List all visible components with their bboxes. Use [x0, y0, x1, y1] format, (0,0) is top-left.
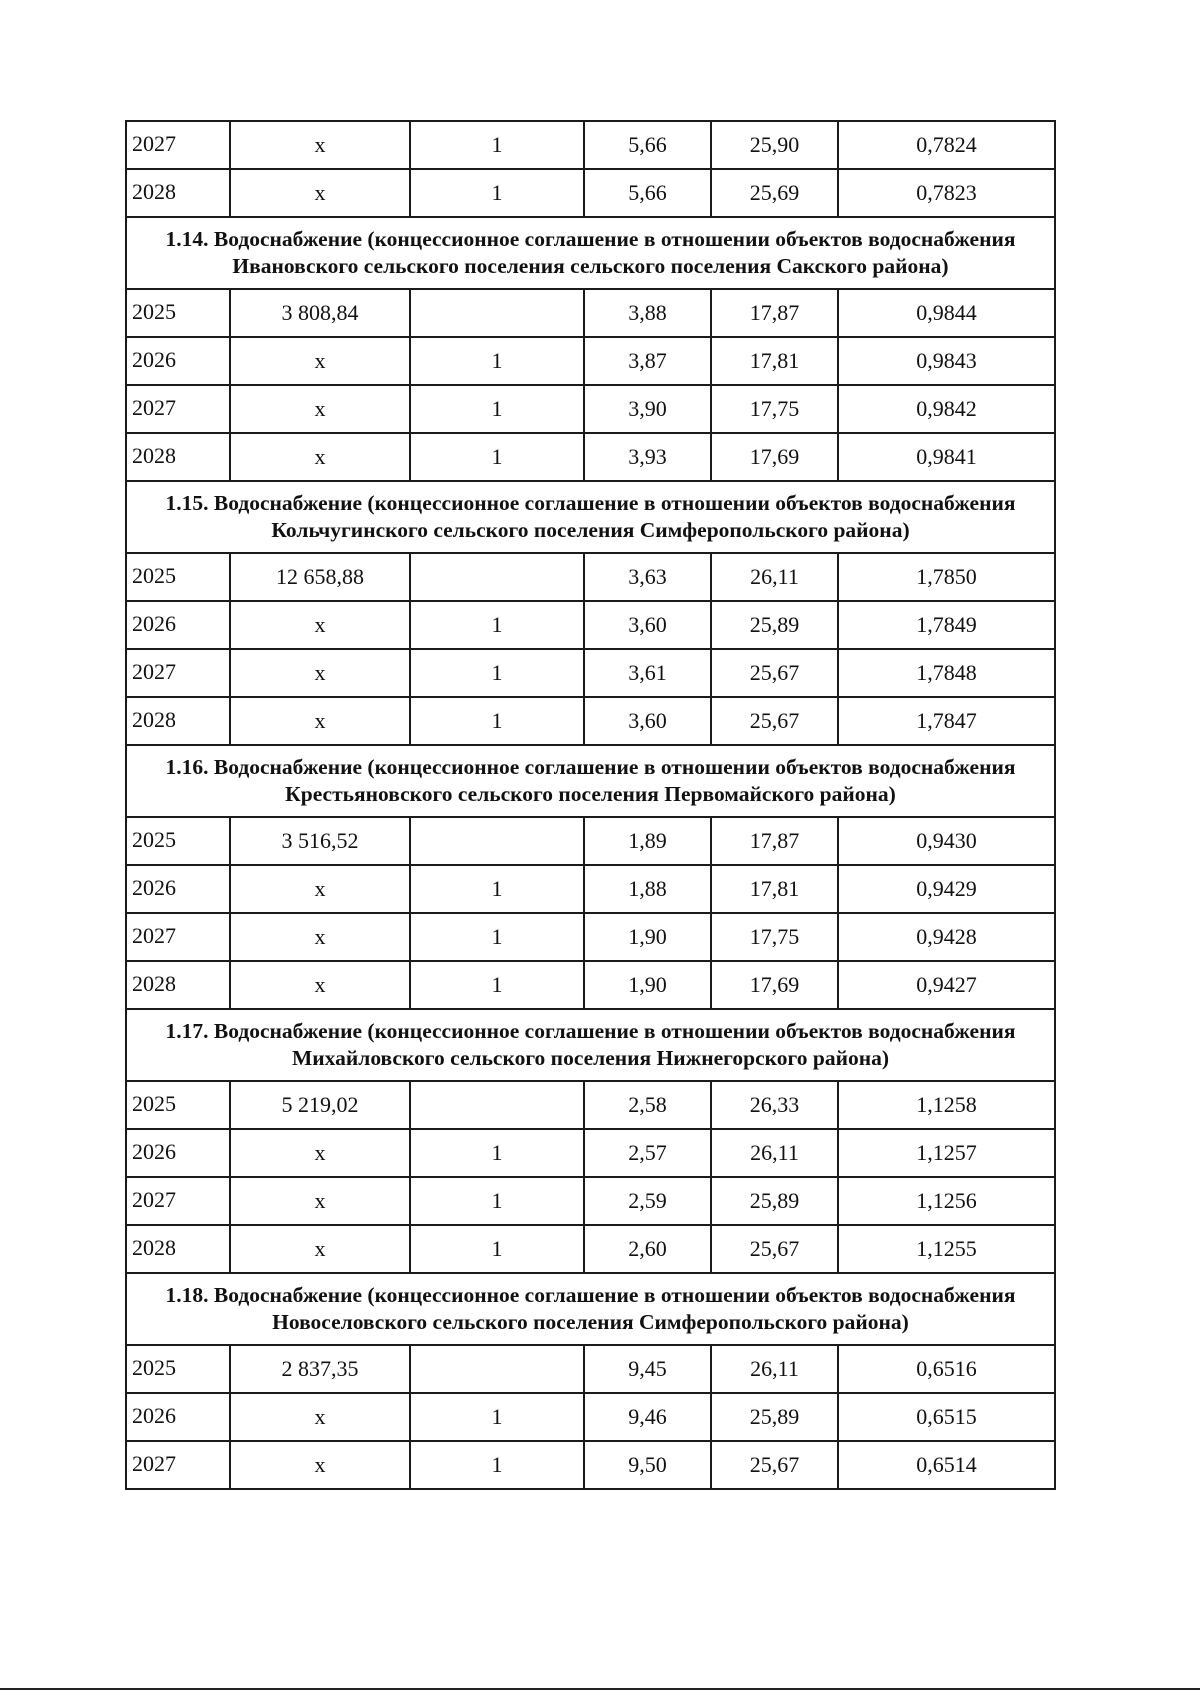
- value-cell: 1: [410, 865, 584, 913]
- value-cell: [410, 553, 584, 601]
- value-cell: 3,93: [584, 433, 711, 481]
- value-cell: 26,11: [711, 1345, 838, 1393]
- table-row: [126, 601, 1055, 649]
- table-row: [126, 1393, 1055, 1441]
- year-cell: 2025: [126, 1081, 230, 1129]
- table-row: [126, 289, 1055, 337]
- table-row: [126, 1129, 1055, 1177]
- year-cell: 2025: [126, 289, 230, 337]
- value-cell: 5 219,02: [230, 1081, 410, 1129]
- table-row: [126, 169, 1055, 217]
- value-cell: 3,60: [584, 601, 711, 649]
- value-cell: х: [230, 1441, 410, 1489]
- value-cell: х: [230, 697, 410, 745]
- table-row: [126, 649, 1055, 697]
- value-cell: х: [230, 433, 410, 481]
- year-cell: 2025: [126, 1345, 230, 1393]
- value-cell: 1: [410, 1129, 584, 1177]
- value-cell: х: [230, 1393, 410, 1441]
- value-cell: 26,33: [711, 1081, 838, 1129]
- value-cell: 0,9843: [838, 337, 1055, 385]
- year-cell: 2026: [126, 1393, 230, 1441]
- value-cell: 26,11: [711, 553, 838, 601]
- year-cell: 2028: [126, 961, 230, 1009]
- table-row: [126, 433, 1055, 481]
- table-row: [126, 913, 1055, 961]
- value-cell: 2 837,35: [230, 1345, 410, 1393]
- value-cell: 25,67: [711, 649, 838, 697]
- value-cell: 26,11: [711, 1129, 838, 1177]
- value-cell: 25,69: [711, 169, 838, 217]
- value-cell: х: [230, 169, 410, 217]
- value-cell: х: [230, 121, 410, 169]
- value-cell: 25,89: [711, 1177, 838, 1225]
- value-cell: 1,90: [584, 961, 711, 1009]
- table-row: [126, 553, 1055, 601]
- value-cell: 1: [410, 121, 584, 169]
- year-cell: 2027: [126, 385, 230, 433]
- year-cell: 2027: [126, 1441, 230, 1489]
- value-cell: 0,7823: [838, 169, 1055, 217]
- value-cell: 0,9430: [838, 817, 1055, 865]
- value-cell: 1: [410, 649, 584, 697]
- value-cell: х: [230, 1177, 410, 1225]
- value-cell: 2,60: [584, 1225, 711, 1273]
- section-title: 1.16. Водоснабжение (концессионное соглашение в отношении объектов водоснабжения Крестьяновского сельского поселения Первомайского района): [126, 745, 1055, 817]
- value-cell: 1,90: [584, 913, 711, 961]
- value-cell: 17,75: [711, 913, 838, 961]
- value-cell: 25,67: [711, 697, 838, 745]
- tariff-table: [125, 120, 1056, 1490]
- value-cell: [410, 817, 584, 865]
- value-cell: 5,66: [584, 169, 711, 217]
- table-row: [126, 817, 1055, 865]
- value-cell: 0,6514: [838, 1441, 1055, 1489]
- value-cell: 1,7850: [838, 553, 1055, 601]
- value-cell: [410, 289, 584, 337]
- value-cell: х: [230, 337, 410, 385]
- value-cell: 2,59: [584, 1177, 711, 1225]
- value-cell: 2,57: [584, 1129, 711, 1177]
- value-cell: 0,9844: [838, 289, 1055, 337]
- value-cell: 12 658,88: [230, 553, 410, 601]
- year-cell: 2028: [126, 1225, 230, 1273]
- value-cell: 3,60: [584, 697, 711, 745]
- value-cell: 3,88: [584, 289, 711, 337]
- value-cell: 1: [410, 913, 584, 961]
- year-cell: 2026: [126, 1129, 230, 1177]
- value-cell: 25,89: [711, 1393, 838, 1441]
- year-cell: 2025: [126, 817, 230, 865]
- value-cell: 25,90: [711, 121, 838, 169]
- year-cell: 2028: [126, 697, 230, 745]
- value-cell: 17,69: [711, 961, 838, 1009]
- value-cell: х: [230, 913, 410, 961]
- table-row: [126, 1177, 1055, 1225]
- section-title: 1.17. Водоснабжение (концессионное соглашение в отношении объектов водоснабжения Михайловского сельского поселения Нижнегорского района): [126, 1009, 1055, 1081]
- year-cell: 2026: [126, 337, 230, 385]
- section-header-row: [126, 745, 1055, 817]
- table-row: [126, 337, 1055, 385]
- section-header-row: [126, 1273, 1055, 1345]
- table-row: [126, 1081, 1055, 1129]
- table-row: [126, 1225, 1055, 1273]
- value-cell: 3,90: [584, 385, 711, 433]
- year-cell: 2028: [126, 169, 230, 217]
- value-cell: 0,9429: [838, 865, 1055, 913]
- value-cell: 1,1255: [838, 1225, 1055, 1273]
- year-cell: 2027: [126, 121, 230, 169]
- value-cell: 0,9842: [838, 385, 1055, 433]
- value-cell: 0,7824: [838, 121, 1055, 169]
- section-title: 1.14. Водоснабжение (концессионное соглашение в отношении объектов водоснабжения Ивановского сельского поселения сельского поселения Сакского района): [126, 217, 1055, 289]
- year-cell: 2026: [126, 865, 230, 913]
- value-cell: 9,45: [584, 1345, 711, 1393]
- section-title: 1.15. Водоснабжение (концессионное соглашение в отношении объектов водоснабжения Кольчугинского сельского поселения Симферопольского района): [126, 481, 1055, 553]
- value-cell: х: [230, 1225, 410, 1273]
- value-cell: 1: [410, 433, 584, 481]
- value-cell: 5,66: [584, 121, 711, 169]
- section-header-row: [126, 481, 1055, 553]
- value-cell: 1,7848: [838, 649, 1055, 697]
- value-cell: 3 516,52: [230, 817, 410, 865]
- value-cell: 1: [410, 1177, 584, 1225]
- value-cell: 17,75: [711, 385, 838, 433]
- value-cell: 1,7847: [838, 697, 1055, 745]
- value-cell: 17,87: [711, 289, 838, 337]
- section-header-row: [126, 1009, 1055, 1081]
- value-cell: 17,69: [711, 433, 838, 481]
- value-cell: 1: [410, 169, 584, 217]
- value-cell: 9,50: [584, 1441, 711, 1489]
- value-cell: 3 808,84: [230, 289, 410, 337]
- value-cell: 17,87: [711, 817, 838, 865]
- value-cell: 17,81: [711, 865, 838, 913]
- table-row: [126, 697, 1055, 745]
- year-cell: 2027: [126, 913, 230, 961]
- value-cell: х: [230, 649, 410, 697]
- value-cell: 1: [410, 697, 584, 745]
- value-cell: 1,88: [584, 865, 711, 913]
- value-cell: 25,89: [711, 601, 838, 649]
- value-cell: 1,89: [584, 817, 711, 865]
- value-cell: 3,61: [584, 649, 711, 697]
- value-cell: 1: [410, 1393, 584, 1441]
- value-cell: 1,1256: [838, 1177, 1055, 1225]
- value-cell: 17,81: [711, 337, 838, 385]
- value-cell: 1: [410, 1225, 584, 1273]
- table-row: [126, 1441, 1055, 1489]
- value-cell: 25,67: [711, 1441, 838, 1489]
- value-cell: 1: [410, 337, 584, 385]
- value-cell: х: [230, 1129, 410, 1177]
- value-cell: [410, 1081, 584, 1129]
- value-cell: 0,6516: [838, 1345, 1055, 1393]
- value-cell: 0,6515: [838, 1393, 1055, 1441]
- section-header-row: [126, 217, 1055, 289]
- table-row: [126, 385, 1055, 433]
- table-row: [126, 961, 1055, 1009]
- value-cell: 1: [410, 1441, 584, 1489]
- value-cell: 3,63: [584, 553, 711, 601]
- value-cell: х: [230, 385, 410, 433]
- value-cell: 0,9428: [838, 913, 1055, 961]
- value-cell: 9,46: [584, 1393, 711, 1441]
- value-cell: 0,9427: [838, 961, 1055, 1009]
- year-cell: 2026: [126, 601, 230, 649]
- value-cell: [410, 1345, 584, 1393]
- value-cell: х: [230, 961, 410, 1009]
- year-cell: 2027: [126, 1177, 230, 1225]
- value-cell: 25,67: [711, 1225, 838, 1273]
- table-body: [126, 121, 1055, 1489]
- year-cell: 2028: [126, 433, 230, 481]
- value-cell: 1: [410, 961, 584, 1009]
- page-footer-rule: [0, 1688, 1200, 1690]
- table-row: [126, 865, 1055, 913]
- value-cell: х: [230, 865, 410, 913]
- value-cell: 2,58: [584, 1081, 711, 1129]
- value-cell: 1,1258: [838, 1081, 1055, 1129]
- table-row: [126, 121, 1055, 169]
- section-title: 1.18. Водоснабжение (концессионное соглашение в отношении объектов водоснабжения Новоселовского сельского поселения Симферопольского района): [126, 1273, 1055, 1345]
- value-cell: 1: [410, 385, 584, 433]
- table-row: [126, 1345, 1055, 1393]
- value-cell: х: [230, 601, 410, 649]
- year-cell: 2027: [126, 649, 230, 697]
- value-cell: 1,7849: [838, 601, 1055, 649]
- value-cell: 3,87: [584, 337, 711, 385]
- year-cell: 2025: [126, 553, 230, 601]
- value-cell: 1,1257: [838, 1129, 1055, 1177]
- value-cell: 0,9841: [838, 433, 1055, 481]
- value-cell: 1: [410, 601, 584, 649]
